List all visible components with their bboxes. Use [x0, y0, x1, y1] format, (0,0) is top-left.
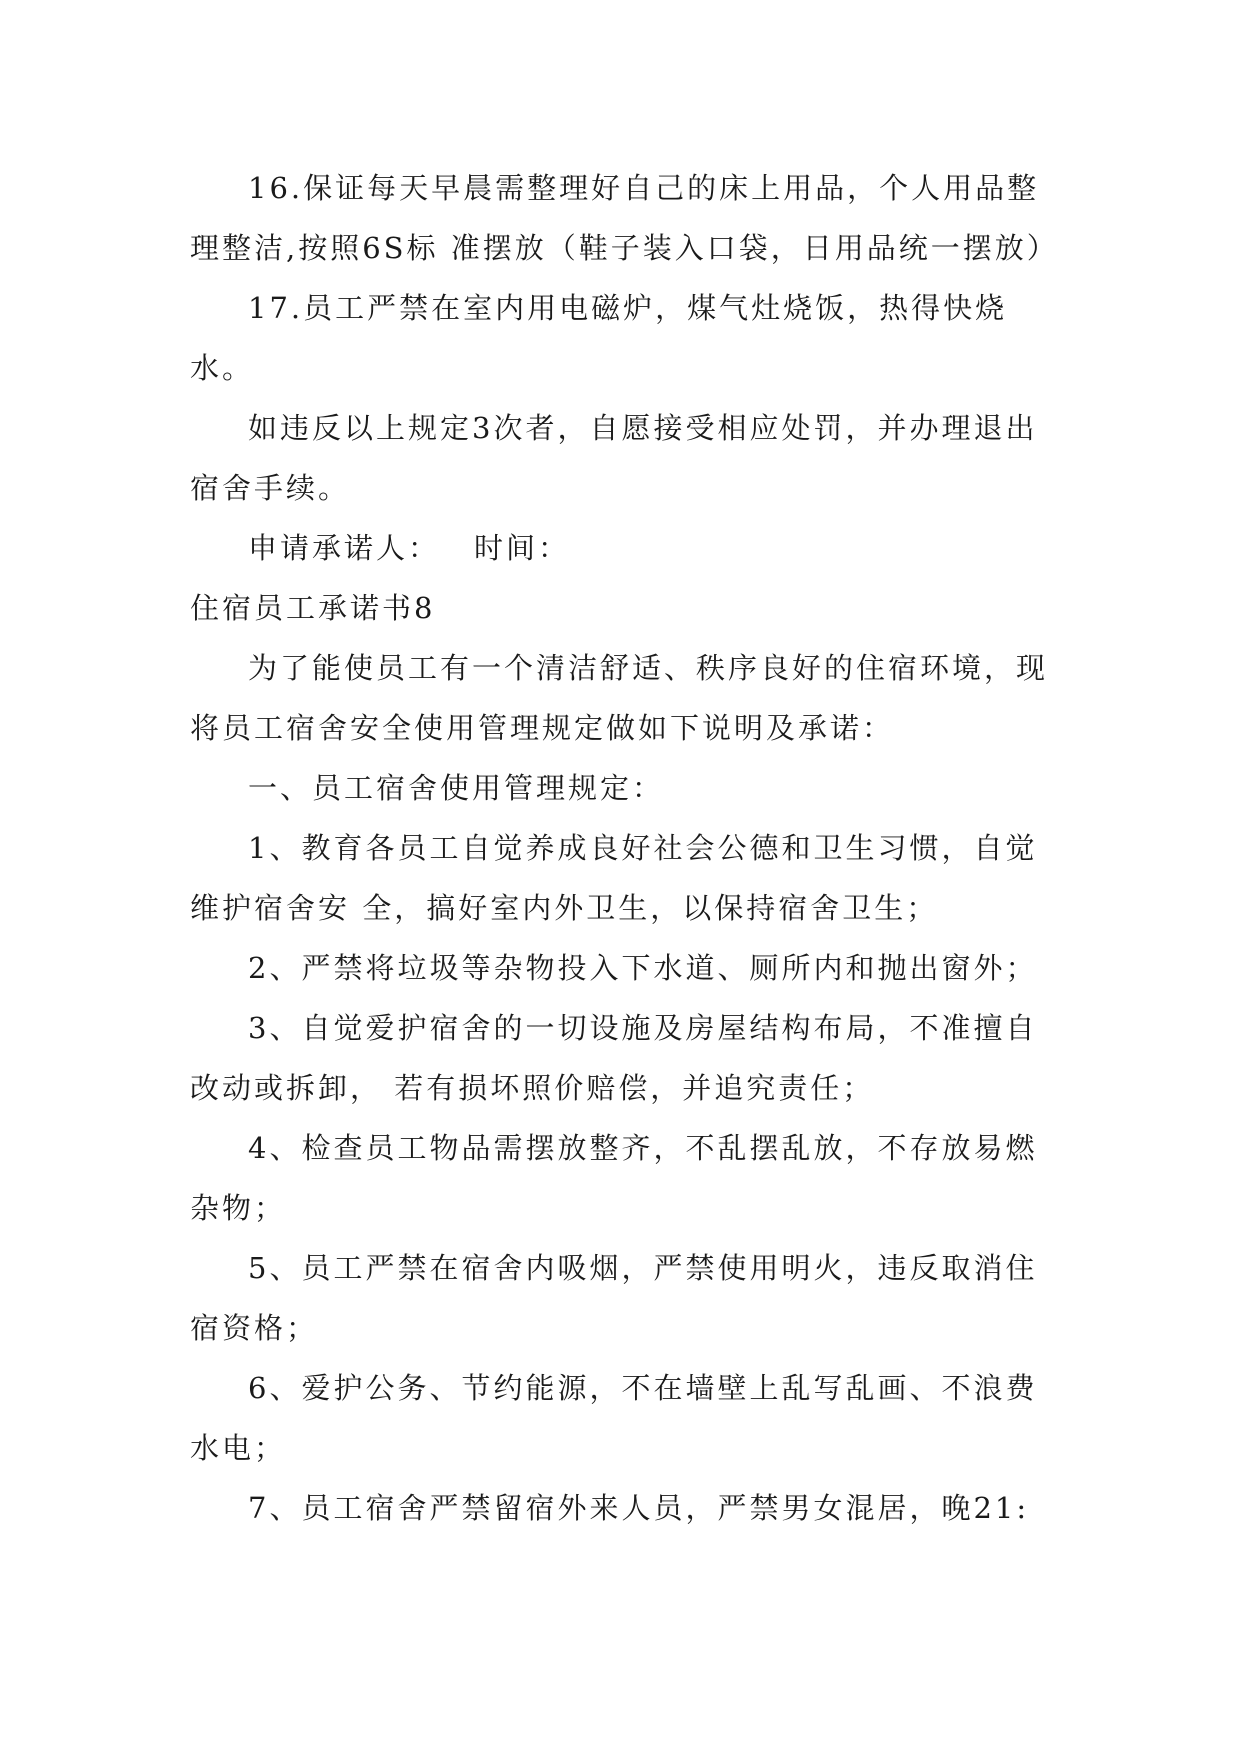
rule-3-paragraph: 3、自觉爱护宿舍的一切设施及房屋结构布局，不准擅自改动或拆卸， 若有损坏照价赔偿，并追究责任； [190, 1011, 1038, 1105]
rule-7-paragraph: 7、员工宿舍严禁留宿外来人员，严禁男女混居，晚21: [248, 1491, 1030, 1525]
signature-line [190, 518, 1050, 578]
rule-1-paragraph: 1、教育各员工自觉养成良好社会公德和卫生习惯，自觉维护宿舍安 全，搞好室内外卫生，以保持宿舍卫生； [190, 831, 1038, 925]
applicant-label: 申请承诺人： [248, 531, 441, 565]
intro-paragraph: 为了能使员工有一个清洁舒适、秩序良好的住宿环境，现将员工宿舍安全使用管理规定做如下说明及承诺： [190, 651, 1049, 745]
rule-4-paragraph: 4、检查员工物品需摆放整齐，不乱摆乱放，不存放易燃杂物； [190, 1131, 1038, 1225]
rule-17-paragraph: 17.员工严禁在室内用电磁炉，煤气灶烧饭，热得快烧水。 [190, 291, 1008, 385]
rule-6-paragraph: 6、爱护公务、节约能源，不在墙壁上乱写乱画、不浪费水电； [190, 1371, 1038, 1465]
rule-5-paragraph: 5、员工严禁在宿舍内吸烟，严禁使用明火，违反取消住宿资格； [190, 1251, 1038, 1345]
document-body [190, 158, 1059, 1538]
rule-16-paragraph: 16.保证每天早晨需整理好自己的床上用品，个人用品整理整洁,按照6S标 准摆放（鞋子装入口袋，日用品统一摆放） [190, 171, 1059, 265]
time-label: 时间： [474, 531, 571, 565]
violation-penalty-paragraph: 如违反以上规定3次者，自愿接受相应处罚，并办理退出宿舍手续。 [190, 411, 1038, 505]
section-heading-rules: 一、员工宿舍使用管理规定： [248, 771, 665, 805]
section-title: 住宿员工承诺书8 [190, 591, 436, 625]
rule-2-paragraph: 2、严禁将垃圾等杂物投入下水道、厕所内和抛出窗外； [248, 951, 1038, 985]
